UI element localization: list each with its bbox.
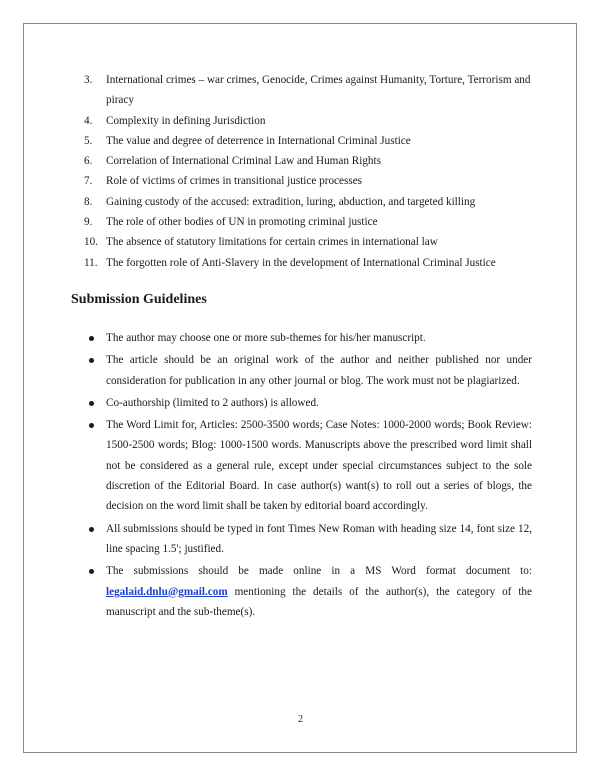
- list-number: 10.: [84, 236, 98, 249]
- list-item: [84, 415, 532, 516]
- list-item: [84, 151, 532, 171]
- bullet-icon: [89, 358, 94, 363]
- list-number: 5.: [84, 134, 93, 147]
- list-item: [84, 111, 532, 131]
- list-item-text: The author may choose one or more sub-themes for his/her manuscript.: [106, 332, 426, 344]
- section-heading: Submission Guidelines: [71, 292, 207, 307]
- list-item-text: Correlation of International Criminal Law and Human Rights: [106, 155, 381, 168]
- bullet-icon: [89, 401, 94, 406]
- list-item-text-before: The submissions should be made online in a MS Word format document to:: [106, 565, 532, 578]
- list-item-text: The forgotten role of Anti-Slavery in the development of International Criminal Justice: [106, 256, 496, 269]
- list-item-text: International crimes – war crimes, Genocide, Crimes against Humanity, Torture, Terrorism and piracy: [106, 74, 531, 107]
- list-item-text: The value and degree of deterrence in International Criminal Justice: [106, 134, 411, 147]
- bullet-icon: [89, 569, 94, 574]
- bullet-icon: [89, 527, 94, 532]
- list-item: [84, 212, 532, 232]
- list-number: 7.: [84, 175, 93, 188]
- list-item: [84, 232, 532, 252]
- list-item-text-after: mentioning the details of the author(s), the category of the manuscript and the sub-theme(s).: [106, 585, 532, 618]
- list-item-text: Gaining custody of the accused: extradition, luring, abduction, and targeted killing: [106, 195, 476, 208]
- page-number: 2: [298, 714, 303, 725]
- list-item: [84, 253, 532, 273]
- list-item: [84, 393, 532, 413]
- bullet-icon: [89, 336, 94, 341]
- sub-themes-list: [84, 70, 532, 273]
- guidelines-list: [84, 328, 532, 624]
- list-item-text: All submissions should be typed in font Times New Roman with heading size 14, font size 12, line spacing 1.5'; justified.: [106, 522, 532, 555]
- list-number: 6.: [84, 155, 93, 168]
- list-item: [84, 350, 532, 391]
- list-number: 8.: [84, 195, 93, 208]
- bullet-icon: [89, 423, 94, 428]
- list-number: 9.: [84, 216, 93, 229]
- list-item: [84, 171, 532, 191]
- list-item: [84, 192, 532, 212]
- list-number: 11.: [84, 256, 98, 269]
- list-item: [84, 70, 532, 111]
- email-link[interactable]: legalaid.dnlu@gmail.com: [106, 585, 228, 598]
- list-item-text: Role of victims of crimes in transitional justice processes: [106, 175, 363, 188]
- list-item: [84, 131, 532, 151]
- list-number: 4.: [84, 114, 93, 127]
- list-number: 3.: [84, 74, 93, 86]
- list-item: [84, 561, 532, 622]
- list-item: [84, 328, 532, 348]
- list-item-text: Co-authorship (limited to 2 authors) is allowed.: [106, 396, 319, 409]
- list-item-text: The absence of statutory limitations for certain crimes in international law: [106, 236, 438, 249]
- list-item-text: The Word Limit for, Articles: 2500-3500 words; Case Notes: 1000-2000 words; Book Review: 1500-2500 words; Blog: 1000-1500 words. Manuscripts above the prescribed word limit shall not be considered as a general rule, except under special circumstances subject to the sole discretion of the Editorial Board. In case author(s) want(s) to roll out a series of blogs, the decision on the word limit shall be taken by editorial board accordingly.: [106, 419, 532, 513]
- list-item-text: The role of other bodies of UN in promoting criminal justice: [106, 216, 378, 229]
- list-item-text: Complexity in defining Jurisdiction: [106, 114, 266, 127]
- list-item: [84, 519, 532, 560]
- list-item-text: The article should be an original work of the author and neither published nor under consideration for publication in any other journal or blog. The work must not be plagiarized.: [106, 354, 532, 387]
